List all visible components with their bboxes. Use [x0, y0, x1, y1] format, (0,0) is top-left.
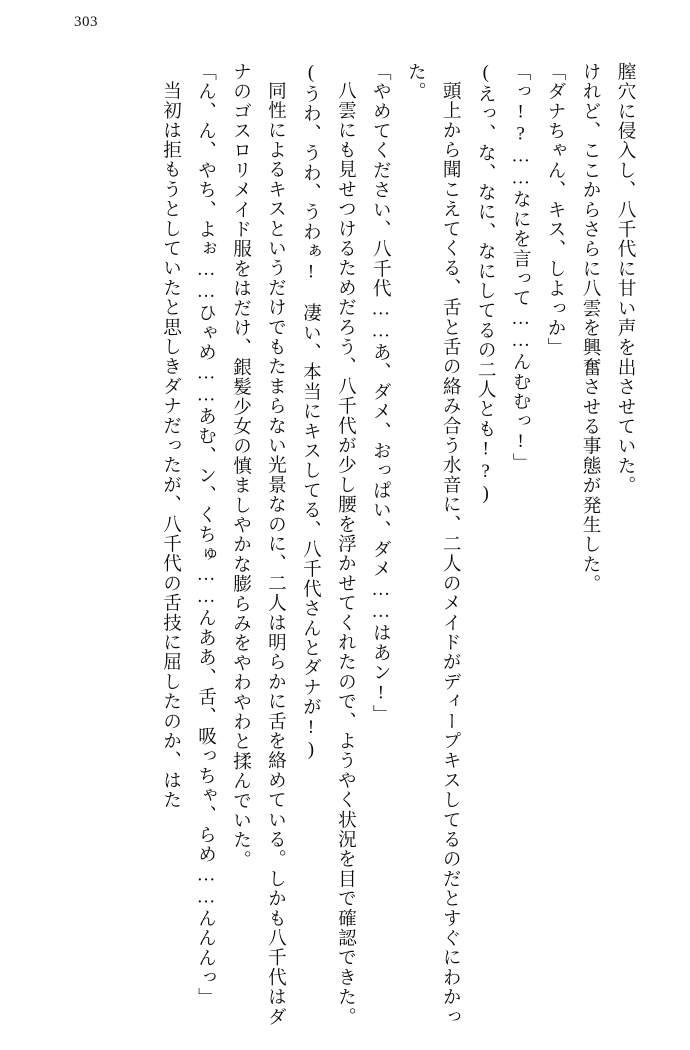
paragraph: 当初は拒もうとしていたと思しきダナだったが、八千代の舌技に屈したのか、はた [160, 80, 182, 810]
page-text-body [44, 62, 642, 1032]
paragraph: 「っ!?……なにを言って……んむむっ!」 [510, 62, 532, 473]
paragraph: (うわ、うわ、うわぁ! 凄い、本当にキスしてる、八千代さんとダナが!) [300, 62, 322, 762]
paragraph: 「やめてください、八千代……あ、ダメ、おっぱい、ダメ……はあン!」 [370, 62, 392, 725]
paragraph: 頭上から聞こえてくる、舌と舌の絡み合う水音に、二人のメイドがディープキスしてるのだとすぐにわかった。 [405, 62, 462, 1027]
paragraph: 「ダナちゃん、キス、しよっか」 [545, 62, 567, 358]
paragraph: 同性によるキスというだけでもたまらない光景なのに、二人は明らかに舌を絡めている。しかも八千代はダナのゴスロリメイド服をはだけ、銀髪少女の慎ましやかな膨らみをやわやわと揉んでいた。 [230, 62, 287, 1027]
paragraph: (えっ、な、なに、なにしてるの二人とも!?) [475, 62, 497, 505]
paragraph: 膣穴に侵入し、八千代に甘い声を出させていた。 [615, 62, 636, 496]
paragraph: けれど、ここからさらに八雲を興奮させる事態が発生した。 [580, 62, 602, 594]
paragraph: 八雲にも見せつけるためだろう、八千代が少し腰を浮かせてくれたので、ようやく状況を目で確認できた。 [335, 80, 357, 1027]
page-number: 303 [74, 14, 98, 30]
paragraph: 「ん、ん、やち、よぉ……ひゃめ……あむ、ン、くちゅ……んああ、舌、吸っちゃ、らめ……んんんっ」 [195, 62, 217, 1008]
